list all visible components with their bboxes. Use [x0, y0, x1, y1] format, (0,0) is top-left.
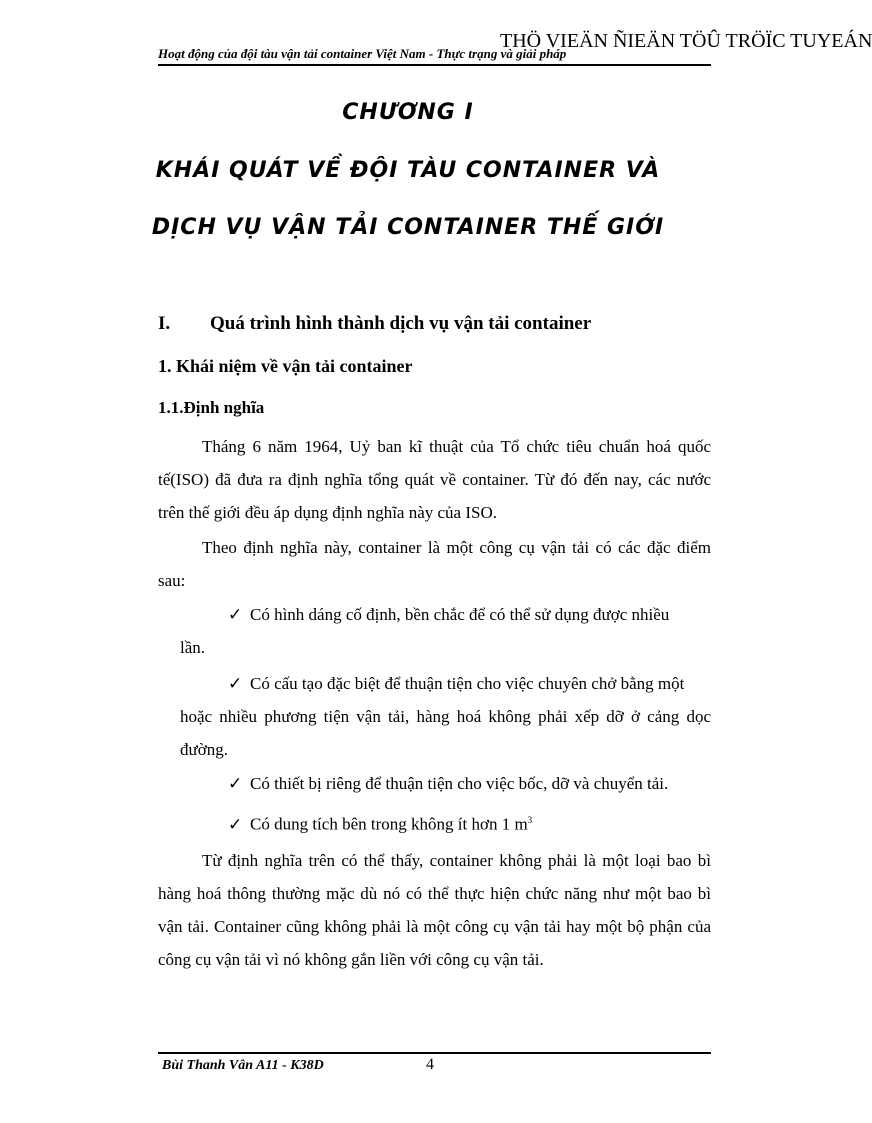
- paragraph-3-text: Từ định nghĩa trên có thể thấy, container không phải là một loại bao bì hàng hoá thông thường mặc dù nó có thể thực hiện chức năng như một bao bì vận tải. Container cũng không phải là một công cụ vận tải hay một bộ phận của công cụ vận tải vì nó không gắn liền với công cụ vận tải.: [158, 851, 711, 969]
- bullet-2-text: Có cấu tạo đặc biệt để thuận tiện cho việc chuyên chở bằng một: [250, 674, 685, 693]
- bullet-4-text: Có dung tích bên trong không ít hơn 1 m: [250, 814, 528, 834]
- paragraph-3: [158, 844, 711, 976]
- bullet-1-line-2: lần.: [180, 638, 206, 657]
- bullet-1-line-1: [228, 598, 669, 631]
- watermark-text: THÖ VIEÄN ÑIEÄN TÖÛ TRÖÏC TUYEÁN: [500, 30, 872, 52]
- header-rule: [158, 64, 711, 66]
- footer-author: Bùi Thanh Vân A11 - K38D: [162, 1058, 324, 1073]
- bullet-3-text: Có thiết bị riêng để thuận tiện cho việc bốc, dỡ và chuyển tải.: [250, 774, 669, 793]
- section-number: I.: [158, 313, 171, 334]
- section-title: Quá trình hình thành dịch vụ vận tải container: [210, 313, 592, 334]
- running-header: Hoạt động của đội tàu vận tải container Việt Nam - Thực trạng và giải pháp: [158, 46, 567, 61]
- footer-rule: [158, 1052, 711, 1054]
- subsection-title: 1. Khái niệm về vận tải container: [158, 356, 413, 376]
- bullet-2-line-1: [228, 667, 684, 700]
- checkmark-icon: ✓: [228, 605, 243, 624]
- paragraph-2: [158, 531, 711, 597]
- bullet-1-text: Có hình dáng cố định, bền chắc để có thể sử dụng được nhiều: [250, 605, 670, 624]
- paragraph-1: [158, 430, 711, 529]
- checkmark-icon: ✓: [228, 814, 243, 834]
- checkmark-icon: ✓: [228, 774, 243, 793]
- bullet-2-line-2: hoặc nhiều phương tiện vận tải, hàng hoá không phải xếp dỡ ở cảng dọc đường.: [180, 707, 711, 759]
- checkmark-icon: ✓: [228, 674, 243, 693]
- paragraph-1-text: Tháng 6 năm 1964, Uỷ ban kĩ thuật của Tổ chức tiêu chuẩn hoá quốc tế(ISO) đã đưa ra định nghĩa tổng quát về container. Từ đó đến nay, các nước trên thế giới đều áp dụng định nghĩa này của ISO.: [158, 437, 711, 522]
- chapter-label: CHƯƠNG I: [342, 100, 474, 125]
- bullet-4: [228, 804, 532, 841]
- chapter-title-line-2: DỊCH VỤ VẬN TẢI CONTAINER THẾ GIỚI: [151, 215, 665, 240]
- page-number: 4: [426, 1056, 434, 1073]
- chapter-title-line-1: KHÁI QUÁT VỀ ĐỘI TÀU CONTAINER VÀ: [155, 158, 661, 183]
- subsubsection-title: 1.1.Định nghĩa: [158, 398, 265, 417]
- bullet-3: [228, 767, 668, 800]
- paragraph-2-text: Theo định nghĩa này, container là một công cụ vận tải có các đặc điểm sau:: [158, 538, 711, 590]
- superscript-3: 3: [527, 815, 533, 825]
